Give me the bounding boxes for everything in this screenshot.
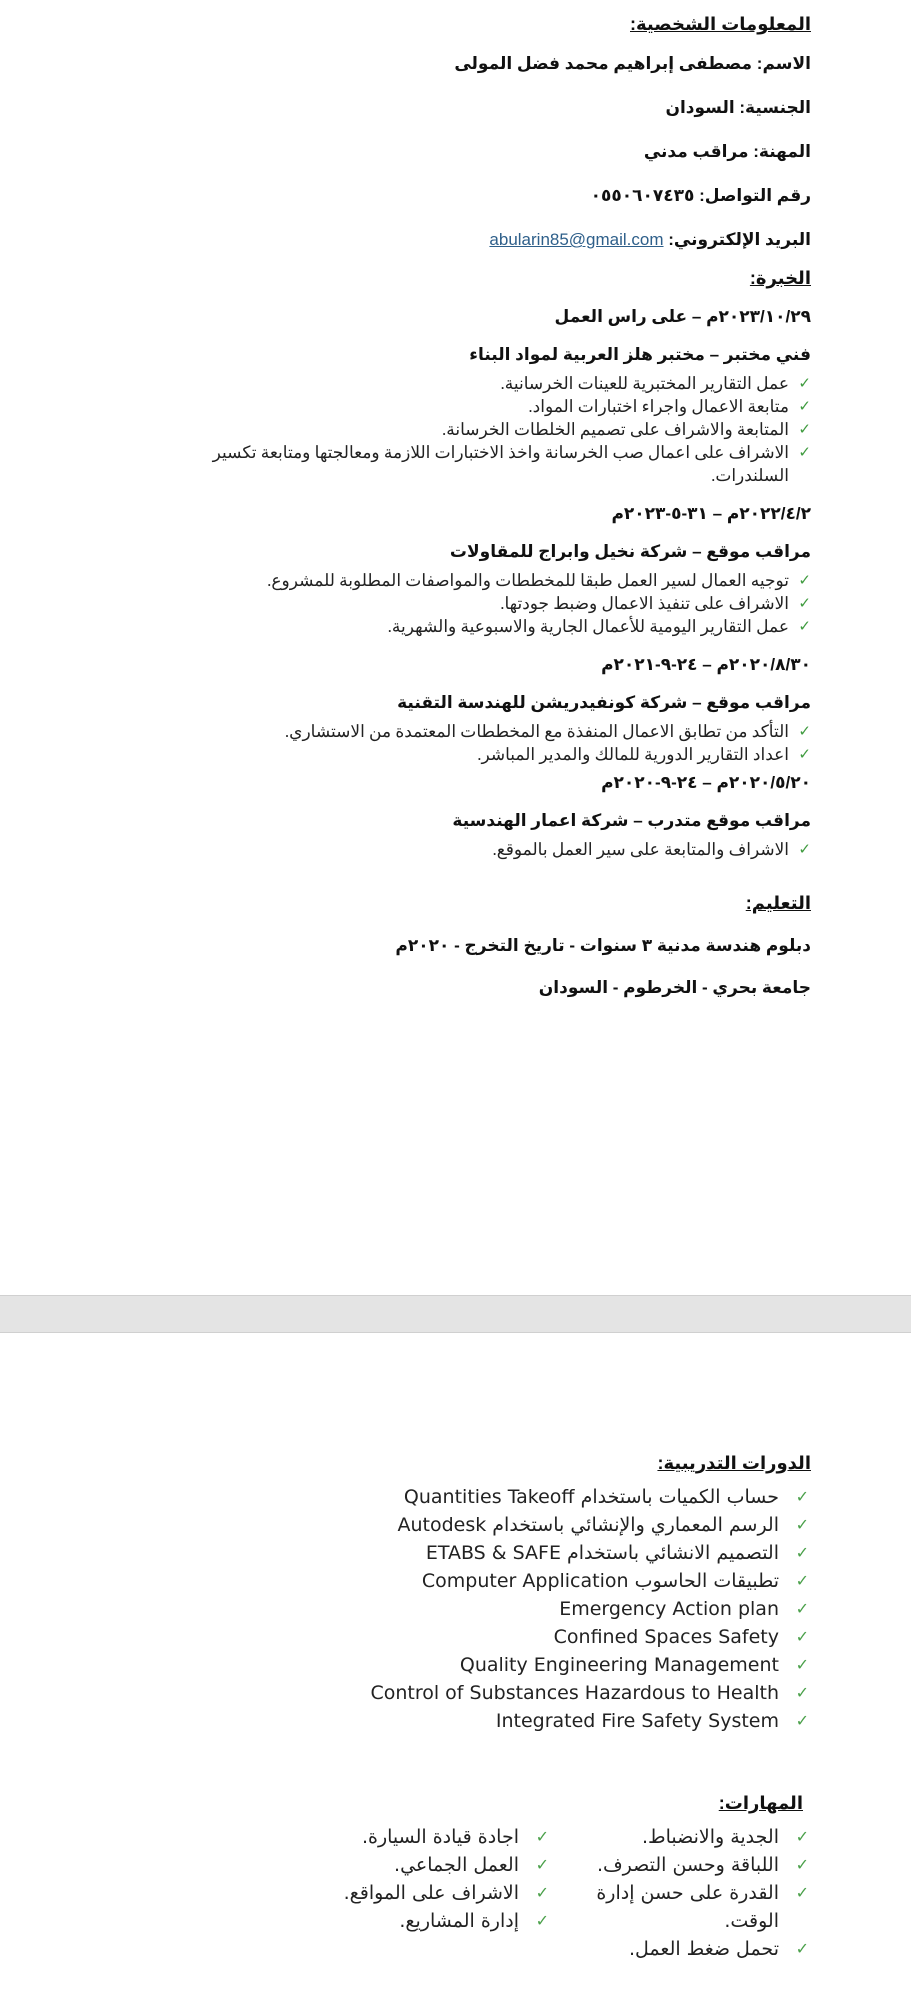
check-icon: ✓ — [795, 1627, 809, 1646]
check-icon: ✓ — [798, 443, 811, 461]
skill-item: ✓ إدارة المشاريع. — [311, 1907, 519, 1935]
job-1-task-1: ✓ عمل التقارير المختبرية للعينات الخرسانية. — [500, 374, 811, 393]
skill-item: ✓ الجدية والانضباط. — [571, 1823, 779, 1851]
phone-line: رقم التواصل: ٠٥٥٠٦٠٧٤٣٥ — [590, 186, 811, 205]
check-icon: ✓ — [798, 571, 811, 589]
profession-line: المهنة: مراقب مدني — [643, 142, 811, 161]
course-item: ✓ Emergency Action plan — [151, 1595, 779, 1623]
name-line: الاسم: مصطفى إبراهيم محمد فضل المولى — [454, 54, 811, 73]
education-university: جامعة بحري - الخرطوم - السودان — [538, 978, 811, 997]
email-line — [151, 228, 811, 252]
cv-page-2 — [0, 1333, 911, 1989]
check-icon: ✓ — [795, 1855, 809, 1874]
job-1-task-3: ✓ المتابعة والاشراف على تصميم الخلطات الخرسانة. — [441, 420, 811, 439]
job-4-tasks — [151, 838, 811, 861]
course-item: ✓ Control of Substances Hazardous to Health — [151, 1679, 779, 1707]
skill-item: ✓ الاشراف على المواقع. — [311, 1879, 519, 1907]
check-icon: ✓ — [535, 1911, 549, 1930]
job-2-task-1: ✓ توجيه العمال لسير العمل طبقا للمخططات والمواصفات المطلوبة للمشروع. — [267, 571, 811, 590]
check-icon: ✓ — [798, 397, 811, 415]
skills-list-2 — [311, 1823, 551, 1935]
job-3 — [151, 654, 811, 766]
email-link[interactable]: abularin85@gmail.com — [489, 230, 664, 249]
check-icon: ✓ — [535, 1883, 549, 1902]
skill-item: ✓ اجادة قيادة السيارة. — [311, 1823, 519, 1851]
check-icon: ✓ — [535, 1855, 549, 1874]
job-3-title: مراقب موقع – شركة كونفيدريشن للهندسة التقنية — [397, 693, 811, 712]
page-break — [0, 1295, 911, 1333]
experience-heading: الخبرة: — [749, 268, 811, 288]
skills-column-1 — [571, 1823, 811, 1963]
page-1-content — [151, 12, 811, 999]
job-1-tasks — [151, 372, 811, 487]
skills-column-2 — [311, 1823, 551, 1963]
skill-item: ✓ القدرة على حسن إدارة الوقت. — [571, 1879, 779, 1935]
job-2-task-3: ✓ عمل التقارير اليومية للأعمال الجارية والاسبوعية والشهرية. — [387, 617, 811, 636]
job-3-task-1: ✓ التأكد من تطابق الاعمال المنفذة مع المخططات المعتمدة من الاستشاري. — [284, 722, 811, 741]
skills-heading: المهارات: — [718, 1793, 803, 1813]
job-4-task-1: ✓ الاشراف والمتابعة على سير العمل بالموقع. — [492, 840, 811, 859]
check-icon: ✓ — [795, 1543, 809, 1562]
course-item: ✓ حساب الكميات باستخدام Quantities Takeoff — [151, 1483, 779, 1511]
check-icon: ✓ — [795, 1599, 809, 1618]
job-2-date: ٢٠٢٢/٤/٢م – ٣١-٥-٢٠٢٣م — [611, 504, 811, 523]
check-icon: ✓ — [795, 1571, 809, 1590]
check-icon: ✓ — [795, 1683, 809, 1702]
job-2-task-2: ✓ الاشراف على تنفيذ الاعمال وضبط جودتها. — [500, 594, 811, 613]
job-1-title: فني مختبر – مختبر هلز العربية لمواد البناء — [469, 345, 811, 364]
education-degree: دبلوم هندسة مدنية ٣ سنوات - تاريخ التخرج - ٢٠٢٠م — [395, 936, 811, 955]
email-label: البريد الإلكتروني: — [663, 230, 811, 249]
check-icon: ✓ — [798, 722, 811, 740]
skill-item: ✓ تحمل ضغط العمل. — [571, 1935, 779, 1963]
job-3-tasks — [151, 720, 811, 766]
job-1-task-4: ✓ الاشراف على اعمال صب الخرسانة واخذ الاختبارات اللازمة ومعالجتها ومتابعة تكسير السلندرات. — [212, 443, 811, 485]
page-2-content — [151, 1451, 811, 1963]
check-icon: ✓ — [798, 617, 811, 635]
job-1-task-2: ✓ متابعة الاعمال واجراء اختبارات المواد. — [528, 397, 811, 416]
job-1-date: ٢٠٢٣/١٠/٢٩م – على راس العمل — [554, 307, 811, 326]
job-2-tasks — [151, 569, 811, 638]
course-item: ✓ Quality Engineering Management — [151, 1651, 779, 1679]
check-icon: ✓ — [795, 1655, 809, 1674]
course-item: ✓ الرسم المعماري والإنشائي باستخدام Autodesk — [151, 1511, 779, 1539]
skill-item: ✓ اللباقة وحسن التصرف. — [571, 1851, 779, 1879]
course-item: ✓ تطبيقات الحاسوب Computer Application — [151, 1567, 779, 1595]
check-icon: ✓ — [798, 745, 811, 763]
check-icon: ✓ — [795, 1487, 809, 1506]
check-icon: ✓ — [795, 1711, 809, 1730]
job-4-title: مراقب موقع متدرب – شركة اعمار الهندسية — [452, 811, 811, 830]
course-item: ✓ Confined Spaces Safety — [151, 1623, 779, 1651]
check-icon: ✓ — [798, 374, 811, 392]
skill-item: ✓ العمل الجماعي. — [311, 1851, 519, 1879]
check-icon: ✓ — [535, 1827, 549, 1846]
check-icon: ✓ — [795, 1827, 809, 1846]
check-icon: ✓ — [798, 840, 811, 858]
job-2 — [151, 503, 811, 638]
check-icon: ✓ — [795, 1939, 809, 1958]
job-4 — [151, 772, 811, 861]
job-2-title: مراقب موقع – شركة نخيل وابراج للمقاولات — [449, 542, 811, 561]
courses-list — [151, 1483, 811, 1735]
education-heading: التعليم: — [745, 893, 811, 913]
check-icon: ✓ — [798, 594, 811, 612]
course-item: ✓ التصميم الانشائي باستخدام ETABS & SAFE — [151, 1539, 779, 1567]
job-4-date: ٢٠٢٠/٥/٢٠م – ٢٤-٩-٢٠٢٠م — [601, 773, 811, 792]
check-icon: ✓ — [795, 1515, 809, 1534]
personal-info-heading: المعلومات الشخصية: — [630, 14, 811, 34]
job-3-task-2: ✓ اعداد التقارير الدورية للمالك والمدير المباشر. — [477, 745, 811, 764]
courses-heading: الدورات التدريبية: — [657, 1453, 811, 1473]
skills-list-1 — [571, 1823, 811, 1963]
course-item: ✓ Integrated Fire Safety System — [151, 1707, 779, 1735]
check-icon: ✓ — [795, 1883, 809, 1902]
check-icon: ✓ — [798, 420, 811, 438]
nationality-line: الجنسية: السودان — [665, 98, 811, 117]
job-3-date: ٢٠٢٠/٨/٣٠م – ٢٤-٩-٢٠٢١م — [601, 655, 811, 674]
job-1 — [151, 306, 811, 487]
skills-columns — [151, 1823, 811, 1963]
